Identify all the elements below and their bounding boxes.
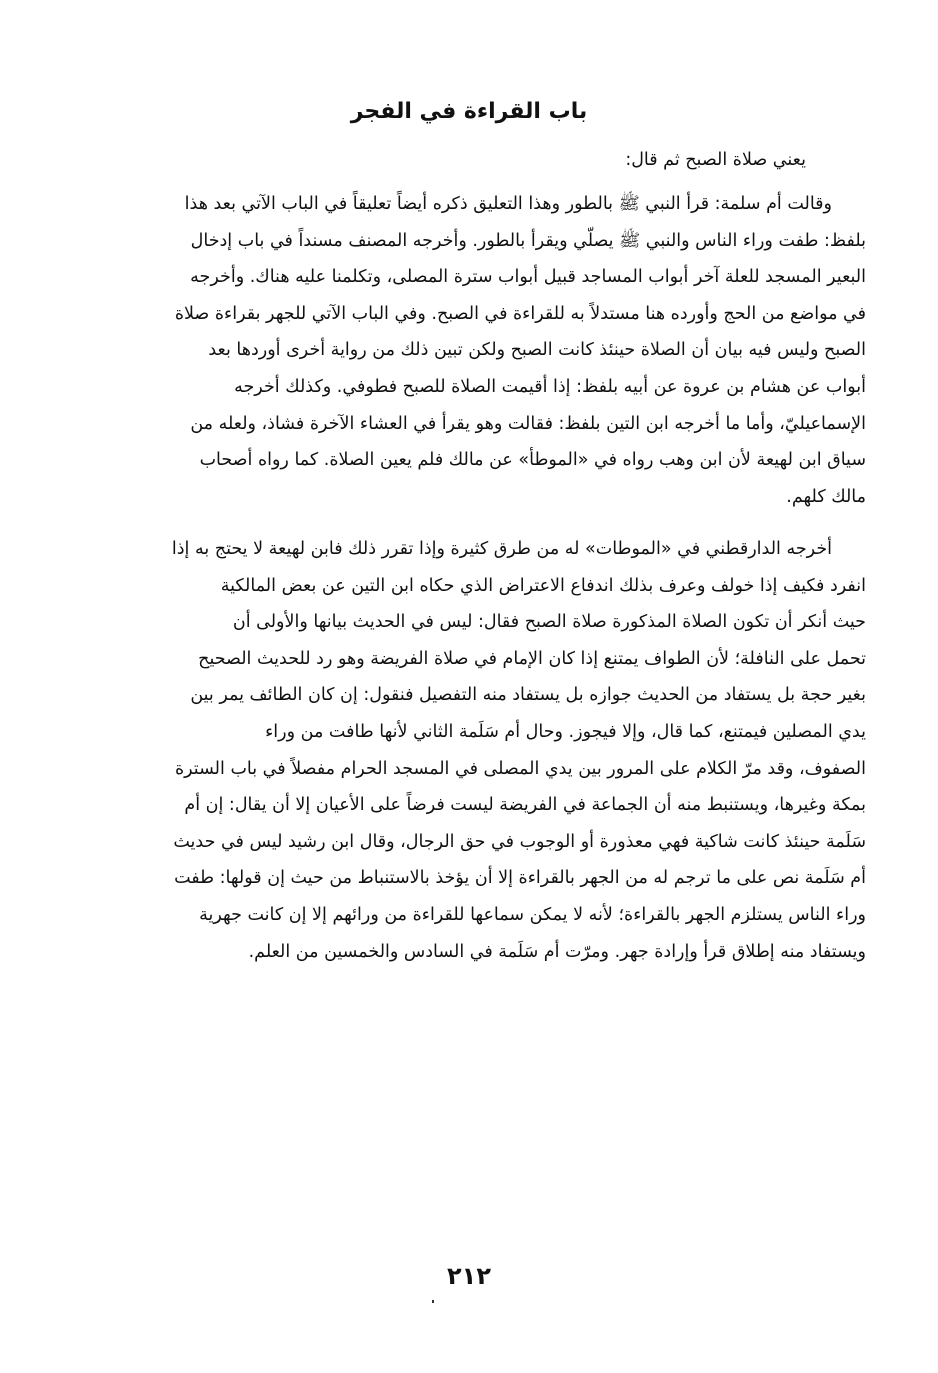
paragraph-line: مالك كلهم.: [786, 486, 866, 507]
paragraph-line: في مواضع من الحج وأورده هنا مستدلاً به للقراءة في الصبح. وفي الباب الآتي للجهر بقراءة صلاة: [174, 303, 866, 324]
print-speck: [432, 1300, 434, 1303]
paragraph-line: ويستفاد منه إطلاق قرأ وإرادة جهر. ومرّت أم سَلَمة في السادس والخمسين من العلم.: [248, 941, 866, 962]
paragraph-2: [80, 531, 866, 970]
paragraph-line: انفرد فكيف إذا خولف وعرف بذلك اندفاع الاعتراض الذي حكاه ابن التين عن بعض المالكية: [220, 575, 866, 596]
paragraph-line: تحمل على النافلة؛ لأن الطواف يمتنع إذا كان الإمام في صلاة الفريضة وهو رد للحديث الصحيح: [198, 648, 866, 669]
paragraph-line: الصبح وليس فيه بيان أن الصلاة حينئذ كانت الصبح ولكن تبين ذلك من رواية أخرى أوردها بعد: [208, 340, 866, 361]
paragraph-1: [80, 186, 866, 515]
paragraph-line: وقالت أم سلمة: قرأ النبي ﷺ بالطور وهذا التعليق ذكره أيضاً تعليقاً في الباب الآتي بعد هذا: [184, 194, 832, 214]
paragraph-line: أم سَلَمة نص على ما ترجم له من الجهر بالقراءة إلا أن يؤخذ بالاستنباط من حيث إن قولها: طفت: [174, 868, 866, 889]
paragraph-line: بغير حجة بل يستفاد من الحديث جوازه بل يستفاد منه التفصيل فنقول: إن كان الطائف يمر بين: [190, 685, 866, 706]
paragraph-line: يدي المصلين فيمتنع، كما قال، وإلا فيجوز. وحال أم سَلَمة الثاني لأنها طافت من وراء: [265, 721, 866, 742]
paragraph-line: الصفوف، وقد مرّ الكلام على المرور بين يدي المصلى في المسجد الحرام مفصلاً في باب السترة: [174, 758, 866, 779]
chapter-title: باب القراءة في الفجر: [350, 99, 588, 124]
paragraph-line: بمكة وغيرها، ويستنبط منه أن الجماعة في الفريضة ليست فرضاً على الأعيان إلا أن يقال: إن أم: [184, 795, 866, 816]
intro-line: يعني صلاة الصبح ثم قال:: [625, 150, 806, 170]
paragraph-line: البعير المسجد للعلة آخر أبواب المساجد قبيل أبواب سترة المصلى، وتكلمنا عليه هناك. وأخرجه: [190, 267, 866, 288]
paragraph-line: سَلَمة حينئذ كانت شاكية فهي معذورة أو الوجوب في حق الرجال، وقال ابن رشيد ليس في حديث: [173, 831, 866, 852]
paragraph-line: أبواب عن هشام بن عروة عن أبيه بلفظ: إذا أقيمت الصلاة للصبح فطوفي. وكذلك أخرجه: [234, 376, 866, 397]
page-number: ٢١٢: [447, 1262, 491, 1290]
paragraph-line: أخرجه الدارقطني في «الموطات» له من طرق كثيرة وإذا تقرر ذلك فابن لهيعة لا يحتج به إذا: [171, 539, 832, 559]
paragraph-line: سياق ابن لهيعة لأن ابن وهب رواه في «الموطأ» عن مالك فلم يعين الصلاة. كما رواه أصحاب: [199, 450, 866, 471]
paragraph-line: الإسماعيليّ، وأما ما أخرجه ابن التين بلفظ: فقالت وهو يقرأ في العشاء الآخرة فشاذ، ولعله من: [190, 413, 866, 434]
paragraph-line: بلفظ: طفت وراء الناس والنبي ﷺ يصلّي ويقرأ بالطور. وأخرجه المصنف مسنداً في باب إدخال: [190, 230, 866, 251]
paragraph-line: وراء الناس يستلزم الجهر بالقراءة؛ لأنه لا يمكن سماعها للقراءة من ورائهم إلا إن كانت جهرية: [199, 904, 866, 925]
paragraph-line: حيث أنكر أن تكون الصلاة المذكورة صلاة الصبح فقال: ليس في الحديث بيانها والأولى أن: [232, 612, 866, 633]
